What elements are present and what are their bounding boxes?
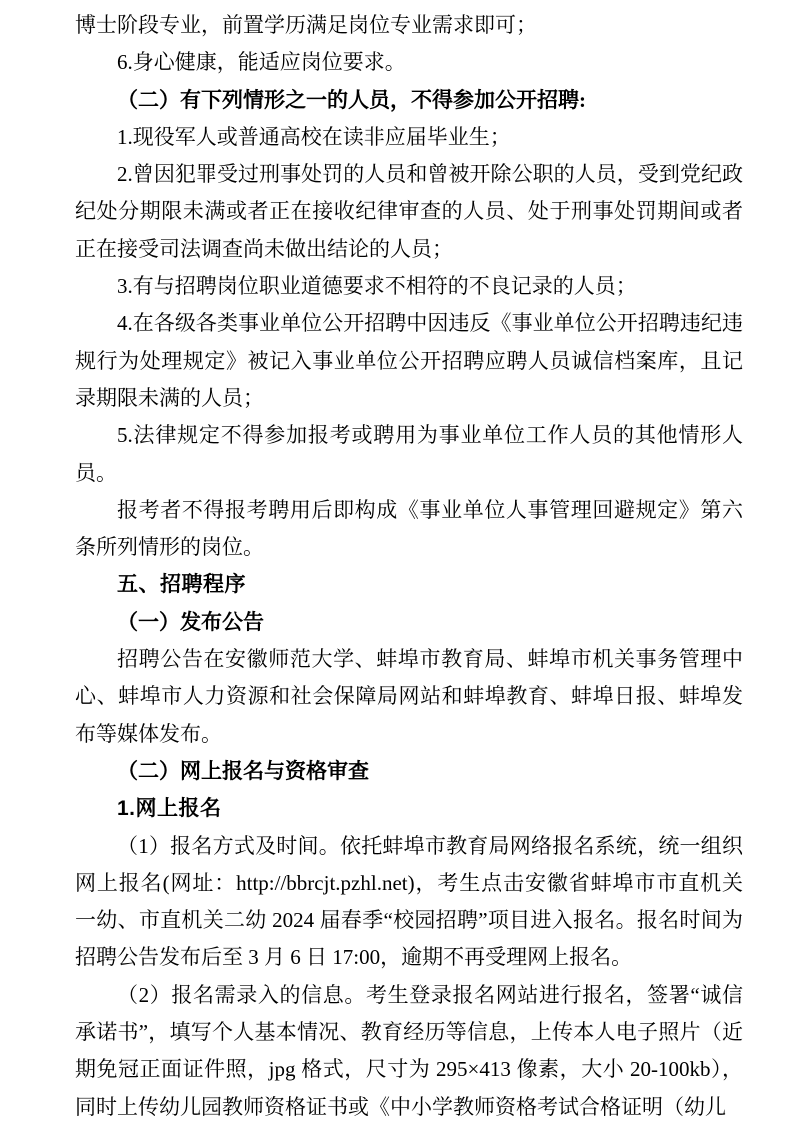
subsection-heading-online-signup: 1.网上报名 <box>117 797 222 821</box>
paragraph-announcement-channels: 招聘公告在安徽师范大学、蚌埠市教育局、蚌埠市机关事务管理中心、蚌埠市人力资源和社会保障局网站和蚌埠教育、蚌埠日报、蚌埠发布等媒体发布。 <box>75 647 743 746</box>
paragraph-item-3: 3.有与招聘岗位职业道德要求不相符的不良记录的人员； <box>117 274 637 299</box>
section-heading-online-registration: （二）网上报名与资格审查 <box>117 758 369 783</box>
paragraph-item-2: 2.曾因犯罪受过刑事处罚的人员和曾被开除公职的人员，受到党纪政纪处分期限未满或者正在接收纪律审查的人员、处于刑事处罚期间或者正在接受司法调查尚未做出结论的人员； <box>75 162 743 261</box>
paragraph-avoidance-rule: 报考者不得报考聘用后即构成《事业单位人事管理回避规定》第六条所列情形的岗位。 <box>75 497 743 560</box>
paragraph-continuation: 博士阶段专业，前置学历满足岗位专业需求即可； <box>75 13 537 37</box>
paragraph-item-4: 4.在各级各类事业单位公开招聘中因违反《事业单位公开招聘违纪违规行为处理规定》被记入事业单位公开招聘应聘人员诚信档案库，且记录期限未满的人员； <box>75 311 743 410</box>
paragraph-item-5: 5.法律规定不得参加报考或聘用为事业单位工作人员的其他情形人员。 <box>75 423 743 485</box>
section-heading-announcement: （一）发布公告 <box>117 609 264 634</box>
chapter-heading-recruitment-procedure: 五、招聘程序 <box>117 573 246 597</box>
paragraph-registration-info: （2）报名需录入的信息。考生登录报名网站进行报名，签署“诚信承诺书”，填写个人基本情况、教育经历等信息，上传本人电子照片（近期免冠正面证件照，jpg 格式，尺寸为 295×413 像素，大小 20-100kb），同时上传幼儿园教师资格证书或《中小学教师资格考试合格证明（幼儿 <box>75 982 743 1119</box>
section-heading-disqualifications: （二）有下列情形之一的人员，不得参加公开招聘: <box>117 87 586 112</box>
paragraph-item-6: 6.身心健康，能适应岗位要求。 <box>117 50 406 75</box>
paragraph-item-1: 1.现役军人或普通高校在读非应届毕业生； <box>117 124 511 149</box>
paragraph-registration-method: （1）报名方式及时间。依托蚌埠市教育局网络报名系统，统一组织网上报名(网址：http://bbrcjt.pzhl.net)，考生点击安徽省蚌埠市市直机关一幼、市直机关二幼 2024 届春季“校园招聘”项目进入报名。报名时间为招聘公告发布后至 3 月 6 日 17:00，逾期不再受理网上报名。 <box>75 833 743 970</box>
